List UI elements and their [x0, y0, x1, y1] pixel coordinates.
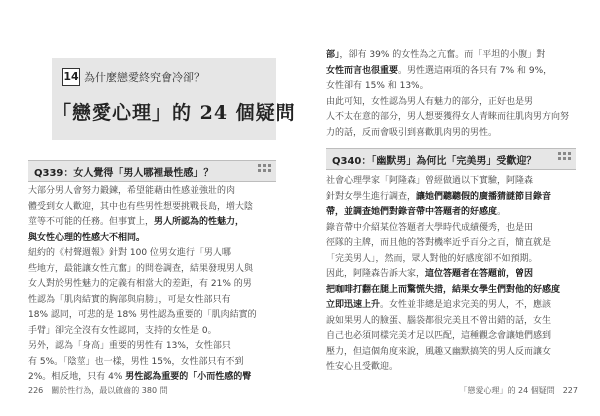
text-run: 自己也必須同樣完美才足以匹配，這種觀念會讓她們感到: [326, 331, 552, 341]
text-run: ，卻有 39% 的女性為之亢奮。而「平坦的小腹」對: [339, 50, 546, 60]
text-line: [28, 293, 276, 309]
text-run: 些地方，最能讓女性亢奮」的問卷調查，結果發現男人與: [28, 263, 254, 274]
chapter-title: 「戀愛心理」的 24 個疑問: [52, 102, 296, 124]
text-run: 18% 認同，可悲的是 18% 男性認為重要的「肌肉結實的: [28, 310, 257, 320]
text-run: 手臂」卻完全沒有女性認同，支持的女性是 0。: [28, 325, 217, 336]
text-run: 說如果男人的臉蛋、腦袋都很完美且不曾出錯的話，女生: [326, 315, 552, 326]
text-run: 。女性並非總是追求完美的男人，不，應該: [380, 300, 552, 310]
emphasis-text: 男性認為重要的「小而性感的臀: [125, 372, 252, 382]
decorative-dots-icon: [258, 164, 272, 176]
text-run: 「完美男人」，然而，眾人對他的好感度卻不如預期。: [326, 253, 538, 264]
text-line: [28, 308, 276, 324]
emphasis-text: 與女性心理的性感大不相同。: [28, 232, 146, 243]
text-run: 。男性選這兩項的各只有 7% 和 9%，: [398, 65, 553, 76]
decorative-dots-icon: [558, 152, 572, 164]
text-run: 性認為「肌肉結實的胸部與肩膀」，可是女性部只有: [28, 294, 231, 305]
text-line: [326, 221, 576, 237]
q339-answer-text: [28, 184, 276, 386]
text-run: 力的話，反而會吸引到喜歡肌肉男的男性。: [326, 127, 498, 138]
chapter-subtitle: 為什麼戀愛終究會冷卻？: [84, 71, 205, 84]
text-run: 體受到女人歡迎，其中也有些男性想要挑戰長島，增大陰: [28, 201, 254, 212]
chapter-heading-box: [52, 58, 296, 140]
emphasis-text: 立即迅速上升: [326, 300, 381, 310]
text-run: 壓力，但這個角度來說，風趣又幽默搞笑的男人反而讓女: [326, 346, 552, 357]
text-run: 錄音帶中介紹某位答題者大學時代成績優秀，也是田: [326, 222, 534, 233]
text-line: [28, 324, 276, 340]
page-footer-right: 「戀愛心理」的 24 個疑問 227: [459, 386, 578, 395]
text-line: [28, 184, 276, 200]
text-line: [326, 345, 576, 361]
text-run: 莖等不可能的任務。但事實上，: [28, 217, 155, 227]
text-run: 社會心理學家「阿隆森」曾經做過以下實驗，阿隆森: [326, 176, 534, 186]
text-line: [326, 190, 576, 206]
text-run: 另外，認為「身高」重要的男性有 13%，女性部只: [28, 341, 231, 351]
question-title: Q340：「幽默男」為何比「完美男」受歡迎？: [332, 156, 537, 167]
emphasis-text: 男人所認為的性魅力，: [154, 217, 245, 227]
chapter-number: 14: [62, 68, 80, 86]
paragraph: [28, 184, 276, 386]
text-run: 有 5%。「陰莖」也一樣，男性 15%，女性部只有不到: [28, 356, 244, 367]
paragraph: [326, 174, 576, 376]
text-line: [326, 79, 576, 95]
text-line: [28, 355, 276, 371]
text-line: [28, 231, 276, 247]
right-page: [300, 0, 600, 416]
text-run: 。: [497, 207, 507, 217]
text-line: [28, 370, 276, 386]
text-run: 女人對於男性魅力的定義有相當大的差距，有 21% 的男: [28, 279, 252, 289]
text-line: [326, 64, 576, 80]
emphasis-text: 帶，並調查她們對錄音帶中答題者的好感度: [326, 207, 498, 217]
text-line: [326, 298, 576, 314]
text-run: 2%。相反地，只有 4%: [28, 372, 126, 382]
text-line: [326, 126, 576, 142]
emphasis-text: 把咖啡打翻在腿上而驚慌失措，結果女學生們對他的好感度: [326, 284, 561, 295]
text-line: [326, 329, 576, 345]
page-footer-left: 226 關於性行為，最以啟齒的 380 問: [28, 386, 168, 395]
text-run: 由此可知，女性認為男人有魅力的部分，正好也是男: [326, 96, 534, 107]
emphasis-text: 女性而言也很重要: [326, 65, 399, 76]
text-line: [28, 277, 276, 293]
text-line: [28, 246, 276, 262]
text-line: [326, 267, 576, 283]
text-run: 因此，阿隆森告訴大家，: [326, 269, 426, 279]
emphasis-text: 部」: [326, 50, 340, 60]
text-line: [326, 314, 576, 330]
text-line: [28, 200, 276, 216]
emphasis-text: 讓她們聽聽假的廣播猜謎節目錄音: [416, 191, 552, 202]
text-line: [326, 360, 576, 376]
text-run: 徑隊的主牌，而且他的答對機率近乎百分之百，簡直就是: [326, 238, 552, 248]
question-bar-q340: [326, 148, 576, 170]
text-run: 針對女學生進行調查，: [326, 191, 417, 202]
text-line: [326, 236, 576, 252]
text-line: [326, 283, 576, 299]
text-line: [326, 252, 576, 268]
emphasis-text: 這位答題者在答題前，曾因: [425, 269, 534, 279]
text-run: 性安心且受歡迎。: [326, 362, 399, 372]
text-run: 人不太在意的部分，男人想要獲得女人青睞而往肌肉男方向努: [326, 112, 570, 122]
text-line: [28, 339, 276, 355]
question-title: Q339：女人覺得「男人哪裡最性感」？: [34, 168, 214, 179]
q339-answer-continued: [326, 48, 576, 141]
q340-answer-text: [326, 174, 576, 376]
text-line: [326, 95, 576, 111]
text-run: 女性卻有 15% 和 13%。: [326, 81, 429, 91]
paragraph: [326, 48, 576, 141]
text-line: [326, 205, 576, 221]
text-line: [326, 110, 576, 126]
text-line: [28, 262, 276, 278]
text-run: 紐約的《村聲週報》針對 100 位男女進行「男人哪: [28, 248, 231, 258]
text-line: [326, 174, 576, 190]
text-run: 大部分男人會努力鍛鍊，希望能藉由性感並強壯的肉: [28, 186, 236, 196]
text-line: [326, 48, 576, 64]
question-bar-q339: [28, 160, 276, 182]
text-line: [28, 215, 276, 231]
